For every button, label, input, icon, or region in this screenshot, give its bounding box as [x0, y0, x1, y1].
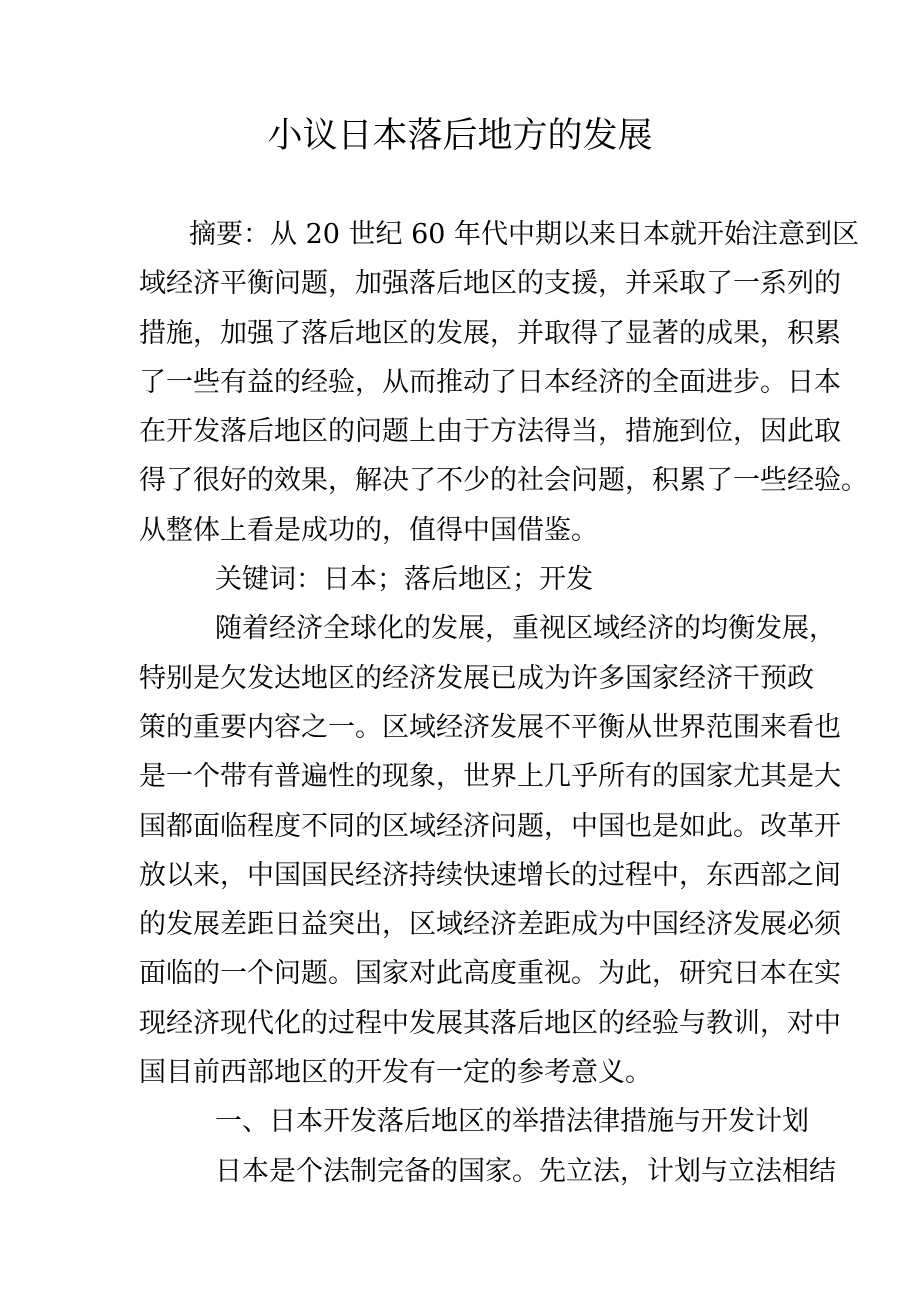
document-title: 小议日本落后地方的发展 — [267, 116, 653, 156]
paragraph-line: 放以来，中国国民经济持续快速增长的过程中，东西部之间 — [139, 859, 841, 891]
paragraph-line: 的发展差距日益突出，区域经济差距成为中国经济发展必须 — [139, 909, 841, 941]
abstract-line: 摘要：从 20 世纪 60 年代中期以来日本就开始注意到区 — [189, 219, 860, 250]
paragraph-line: 国目前西部地区的开发有一定的参考意义。 — [139, 1057, 652, 1089]
paragraph-line: 国都面临程度不同的区域经济问题，中国也是如此。改革开 — [139, 810, 841, 842]
paragraph-line: 策的重要内容之一。区域经济发展不平衡从世界范围来看也 — [139, 711, 841, 743]
abstract-line: 得了很好的效果，解决了不少的社会问题，积累了一些经验。 — [139, 465, 868, 497]
paragraph-line: 面临的一个问题。国家对此高度重视。为此，研究日本在实 — [139, 958, 841, 990]
document-body — [139, 210, 868, 1196]
paragraph-line: 是一个带有普遍性的现象，世界上几乎所有的国家尤其是大 — [139, 761, 841, 793]
paragraph-line: 随着经济全球化的发展，重视区域经济的均衡发展， — [215, 613, 836, 645]
abstract-line: 在开发落后地区的问题上由于方法得当，措施到位，因此取 — [139, 416, 841, 448]
abstract-line: 了一些有益的经验，从而推动了日本经济的全面进步。日本 — [139, 366, 841, 398]
abstract-line: 域经济平衡问题，加强落后地区的支援，并采取了一系列的 — [139, 268, 841, 300]
paragraph-line: 现经济现代化的过程中发展其落后地区的经验与教训，对中 — [139, 1007, 841, 1039]
abstract-line: 从整体上看是成功的，值得中国借鉴。 — [139, 514, 598, 546]
paragraph-line: 日本是个法制完备的国家。先立法，计划与立法相结 — [215, 1155, 836, 1187]
abstract-line: 措施，加强了落后地区的发展，并取得了显著的成果，积累 — [139, 317, 841, 349]
section-heading: 一、日本开发落后地区的举措法律措施与开发计划 — [215, 1106, 809, 1138]
paragraph-line: 特别是欠发达地区的经济发展已成为许多国家经济干预政 — [139, 662, 814, 694]
keywords-line: 关键词：日本；落后地区；开发 — [215, 564, 593, 596]
